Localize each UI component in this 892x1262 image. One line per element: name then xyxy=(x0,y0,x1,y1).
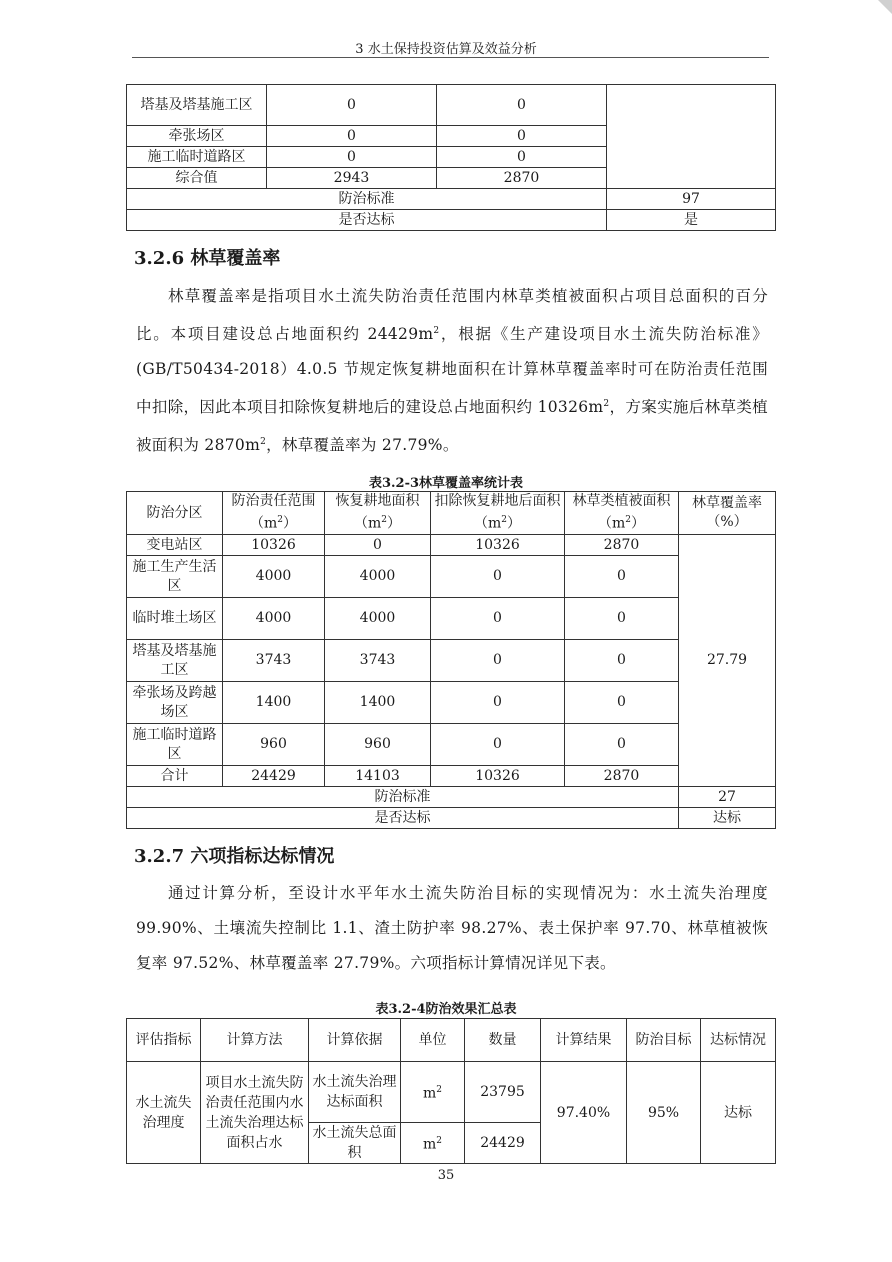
table-row xyxy=(127,724,776,766)
table-header: 单位 xyxy=(401,1019,465,1062)
table-cell: 0 xyxy=(267,126,437,147)
table-header: 防治分区 xyxy=(127,492,223,535)
table-cell: 0 xyxy=(267,147,437,168)
table-cell: 2870 xyxy=(437,168,607,189)
coverage-rate-value: 27.79 xyxy=(679,535,776,787)
superscript: 2 xyxy=(260,437,267,448)
table-cell: 变电站区 xyxy=(127,535,223,556)
table-cell: 0 xyxy=(431,598,565,640)
paragraph-text: 林草覆盖率是指项目水土流失防治责任范围内林草类植被面积占项目总面积的百分比。本项目建设总占地面积约 24429m xyxy=(136,287,768,344)
table-cell: 牵张场区 xyxy=(127,126,267,147)
superscript: 2 xyxy=(433,326,440,336)
table-cell: 0 xyxy=(325,535,431,556)
table-cell: 960 xyxy=(223,724,325,766)
table-cell: 0 xyxy=(565,640,679,682)
table-cell: 4000 xyxy=(325,556,431,598)
table-cell: 4000 xyxy=(223,598,325,640)
section-title: 3.2.6 林草覆盖率 xyxy=(134,248,281,269)
page-number: 35 xyxy=(437,1168,455,1183)
table-cell: 综合值 xyxy=(127,168,267,189)
paragraph-text: ，方案实施后林草类植被面积为 2870m xyxy=(136,398,768,455)
table-header: 林草覆盖率（%） xyxy=(679,492,776,535)
table-cell: 0 xyxy=(267,85,437,126)
paragraph-text: ，根据《生产建设项目水土流失防治标准》(GB/T50434-2018）4.0.5 节规定恢复耕地面积在计算林草覆盖率时可在防治责任范围中扣除，因此本项目扣除恢复耕地后的建设总占地面积约 10326m xyxy=(136,325,769,417)
table-cell: 1400 xyxy=(223,682,325,724)
table-cell xyxy=(607,85,776,189)
table-cell: 3743 xyxy=(325,640,431,682)
table-cell: 牵张场及跨越场区 xyxy=(127,682,223,724)
table-cell: 3743 xyxy=(223,640,325,682)
table-header: 防治目标 xyxy=(627,1019,701,1062)
paragraph-text: ，林草覆盖率为 27.79%。 xyxy=(266,436,459,455)
table-row xyxy=(127,210,776,231)
table-cell: 0 xyxy=(431,556,565,598)
body-paragraph: 通过计算分析，至设计水平年水土流失防治目标的实现情况为：水土流失治理度 99.90%、土壤流失控制比 1.1、渣土防护率 98.27%、表土保护率 97.70、林草植被恢复率 97.52%、林草覆盖率 27.79%。六项指标计算情况详见下表。 xyxy=(136,884,768,972)
table-cell: 0 xyxy=(437,126,607,147)
table-cell: 960 xyxy=(325,724,431,766)
table-row xyxy=(127,1062,776,1123)
table-cell: $m^2$ xyxy=(401,1062,465,1123)
table-cell: 水土流失治理达标面积 xyxy=(309,1062,401,1123)
table-row xyxy=(127,787,776,808)
table-cell: 施工生产生活区 xyxy=(127,556,223,598)
table-row xyxy=(127,189,776,210)
table-caption: 表3.2-3林草覆盖率统计表 xyxy=(368,476,524,491)
table-cell: 2870 xyxy=(565,535,679,556)
table-cell: 施工临时道路区 xyxy=(127,147,267,168)
table-header: 计算方法 xyxy=(201,1019,309,1062)
table-cell: 23795 xyxy=(465,1062,541,1123)
table-row xyxy=(127,808,776,829)
table-header-row xyxy=(127,1019,776,1062)
table-row xyxy=(127,556,776,598)
table-continued xyxy=(126,84,776,231)
standard-label: 防治标准 xyxy=(127,787,679,808)
table-cell: 97.40% xyxy=(541,1062,627,1164)
superscript: 2 xyxy=(603,399,610,410)
table-header: 达标情况 xyxy=(701,1019,776,1062)
table-cell: 4000 xyxy=(223,556,325,598)
table-header: 防治责任范围$(m^2)$ xyxy=(223,492,325,535)
header-rule xyxy=(132,57,769,58)
table-cell: 施工临时道路区 xyxy=(127,724,223,766)
table-row xyxy=(127,682,776,724)
table-cell: 水土流失总面积 xyxy=(309,1123,401,1164)
table-header: 计算依据 xyxy=(309,1019,401,1062)
table-header: 林草类植被面积$(m^2)$ xyxy=(565,492,679,535)
table-header: 扣除恢复耕地后面积$(m^2)$ xyxy=(431,492,565,535)
table-cell: 0 xyxy=(565,556,679,598)
table-header: 计算结果 xyxy=(541,1019,627,1062)
table-cell: 0 xyxy=(437,147,607,168)
page-corner-fold xyxy=(878,0,892,14)
table-cell: 2943 xyxy=(267,168,437,189)
section-title: 3.2.7 六项指标达标情况 xyxy=(134,846,335,867)
table-cell: 10326 xyxy=(431,535,565,556)
table-caption: 表3.2-4防治效果汇总表 xyxy=(375,1002,517,1017)
standard-label: 防治标准 xyxy=(127,189,607,210)
prevention-effect-summary-table xyxy=(126,1018,776,1164)
table-cell: 项目水土流失防治责任范围内水土流失治理达标面积占水 xyxy=(201,1062,309,1164)
table-cell: 95% xyxy=(627,1062,701,1164)
table-cell: 塔基及塔基施工区 xyxy=(127,640,223,682)
table-cell: 0 xyxy=(431,640,565,682)
table-header: 恢复耕地面积$(m^2)$ xyxy=(325,492,431,535)
table-header: 数量 xyxy=(465,1019,541,1062)
table-cell: 2870 xyxy=(565,766,679,787)
table-row xyxy=(127,766,776,787)
standard-value: 27 xyxy=(679,787,776,808)
table-cell: 水土流失治理度 xyxy=(127,1062,201,1164)
table-cell: 0 xyxy=(431,682,565,724)
met-label: 是否达标 xyxy=(127,808,679,829)
table-cell: 14103 xyxy=(325,766,431,787)
table-cell: 塔基及塔基施工区 xyxy=(127,85,267,126)
table-row xyxy=(127,640,776,682)
table-cell: 10326 xyxy=(431,766,565,787)
table-header-row xyxy=(127,492,776,535)
table-header: 评估指标 xyxy=(127,1019,201,1062)
table-cell: 0 xyxy=(565,682,679,724)
met-label: 是否达标 xyxy=(127,210,607,231)
table-cell: 达标 xyxy=(701,1062,776,1164)
table-cell: 24429 xyxy=(465,1123,541,1164)
table-row xyxy=(127,535,776,556)
table-cell: 0 xyxy=(565,724,679,766)
table-cell: 10326 xyxy=(223,535,325,556)
body-paragraph xyxy=(136,279,768,463)
met-value: 达标 xyxy=(679,808,776,829)
table-cell: 临时堆土场区 xyxy=(127,598,223,640)
vegetation-coverage-table xyxy=(126,491,776,829)
table-cell: 4000 xyxy=(325,598,431,640)
standard-value: 97 xyxy=(607,189,776,210)
table-cell: 0 xyxy=(565,598,679,640)
table-row xyxy=(127,85,776,126)
met-value: 是 xyxy=(607,210,776,231)
table-row xyxy=(127,598,776,640)
table-cell: 合计 xyxy=(127,766,223,787)
table-cell: $m^2$ xyxy=(401,1123,465,1164)
running-header: 3 水土保持投资估算及效益分析 xyxy=(355,42,537,57)
table-cell: 0 xyxy=(437,85,607,126)
table-cell: 0 xyxy=(431,724,565,766)
table-cell: 1400 xyxy=(325,682,431,724)
table-cell: 24429 xyxy=(223,766,325,787)
